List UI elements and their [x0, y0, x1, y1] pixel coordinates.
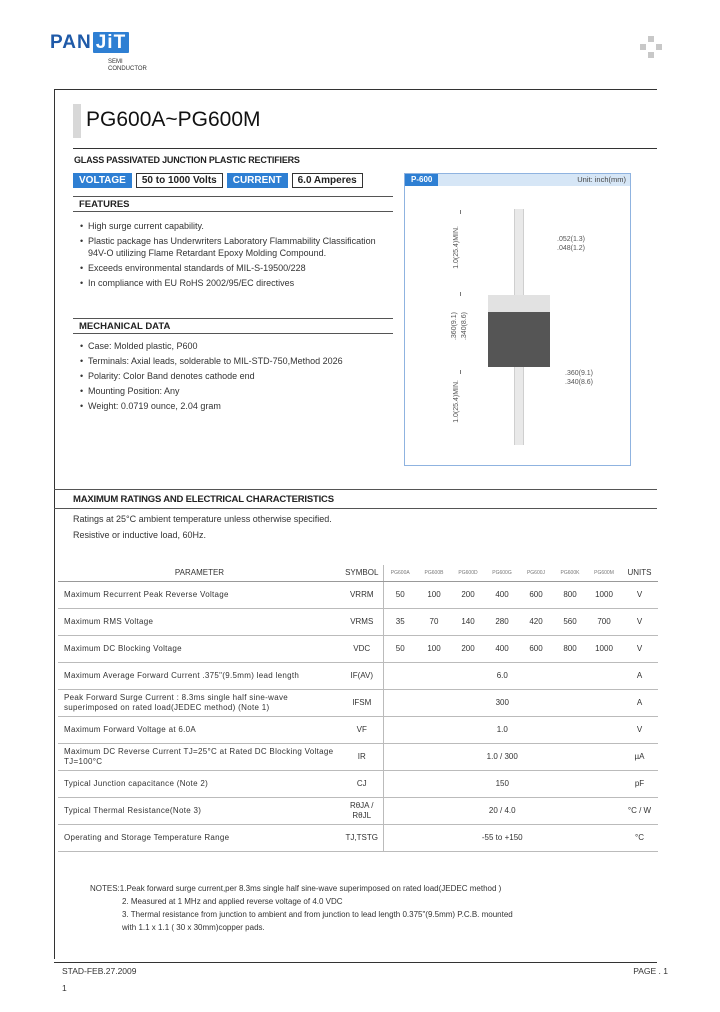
row-value: 100 — [417, 635, 451, 662]
row-value: 1000 — [587, 635, 621, 662]
note-1: NOTES:1.Peak forward surge current,per 8.3ms single half sine-wave superimposed on rated load(JEDEC method ) — [90, 884, 502, 893]
row-parameter: Maximum Recurrent Peak Reverse Voltage — [58, 581, 341, 608]
dim-body-length-min: .340(8.6) — [461, 312, 468, 341]
row-value: 800 — [553, 635, 587, 662]
row-value: 420 — [519, 608, 553, 635]
row-value: 600 — [519, 581, 553, 608]
note-2: 2. Measured at 1 MHz and applied reverse voltage of 4.0 VDC — [122, 897, 343, 906]
row-value: 200 — [451, 635, 485, 662]
header-symbol: SYMBOL — [341, 565, 383, 581]
footer-divider — [54, 962, 657, 963]
table-row — [58, 662, 658, 689]
feature-item: • Exceeds environmental standards of MIL-S-19500/228 — [80, 262, 390, 274]
title-accent — [73, 104, 81, 138]
row-unit: V — [621, 581, 658, 608]
divider — [73, 148, 657, 149]
panjit-logo — [50, 30, 160, 76]
row-value: 800 — [553, 581, 587, 608]
voltage-value: 50 to 1000 Volts — [136, 173, 223, 188]
row-value: 400 — [485, 635, 519, 662]
logo-text-jit: JiT — [93, 32, 129, 53]
spec-row — [73, 173, 363, 188]
table-row — [58, 635, 658, 662]
table-row — [58, 824, 658, 851]
mechanical-item: • Mounting Position: Any — [80, 385, 390, 397]
logo-sub-line1: SEMI — [108, 59, 123, 65]
features-heading: FEATURES — [73, 196, 393, 212]
header-part: PG600M — [587, 565, 621, 581]
row-value: 100 — [417, 581, 451, 608]
table-row — [58, 608, 658, 635]
ratings-table — [58, 565, 658, 852]
table-row — [58, 770, 658, 797]
logo-subtext — [108, 59, 147, 73]
package-label: P-600 — [405, 174, 438, 186]
logo-text-pan: PAN — [50, 32, 92, 53]
header-part: PG600K — [553, 565, 587, 581]
row-unit: V — [621, 608, 658, 635]
row-value: 700 — [587, 608, 621, 635]
mechanical-item: • Case: Molded plastic, P600 — [80, 340, 390, 352]
dim-lead-top: 1.0(25.4)MIN. — [453, 226, 460, 269]
row-parameter: Peak Forward Surge Current : 8.3ms single half sine-wave superimposed on rated load(JEDEC method) (Note 1) — [58, 689, 341, 716]
header-part: PG600D — [451, 565, 485, 581]
row-unit: A — [621, 662, 658, 689]
dim-body-diameter-max: .360(9.1) — [565, 370, 594, 377]
mechanical-item: • Weight: 0.0719 ounce, 2.04 gram — [80, 400, 390, 412]
row-value: 200 — [451, 581, 485, 608]
table-row — [58, 716, 658, 743]
row-unit: °C / W — [621, 797, 658, 824]
header-part: PG600A — [383, 565, 417, 581]
top-lead — [514, 209, 524, 295]
row-unit: °C — [621, 824, 658, 851]
row-parameter: Maximum Forward Voltage at 6.0A — [58, 716, 341, 743]
row-symbol: IF(AV) — [341, 662, 383, 689]
row-parameter: Maximum DC Reverse Current TJ=25°C at Rated DC Blocking Voltage TJ=100°C — [58, 743, 341, 770]
row-symbol: VF — [341, 716, 383, 743]
current-label: CURRENT — [227, 173, 288, 188]
row-symbol: VRRM — [341, 581, 383, 608]
dim-body-length: .360(9.1) — [451, 312, 458, 341]
dim-lead-bottom: 1.0(25.4)MIN. — [453, 380, 460, 423]
row-value: 150 — [383, 770, 621, 797]
ratings-heading: MAXIMUM RATINGS AND ELECTRICAL CHARACTERISTICS — [54, 489, 657, 509]
row-symbol: RθJA / RθJL — [341, 797, 383, 824]
row-parameter: Maximum Average Forward Current .375"(9.5mm) lead length — [58, 662, 341, 689]
feature-item: • High surge current capability. — [80, 220, 390, 232]
ratings-note-2: Resistive or inductive load, 60Hz. — [73, 530, 207, 540]
table-row — [58, 689, 658, 716]
header-part: PG600J — [519, 565, 553, 581]
table-row — [58, 743, 658, 770]
bottom-lead — [514, 367, 524, 445]
row-parameter: Operating and Storage Temperature Range — [58, 824, 341, 851]
feature-item: • Plastic package has Underwriters Laboratory Flammability Classification 94V-O utilizing Flame Retardant Epoxy Molding Compound. — [80, 235, 390, 259]
header-part: PG600G — [485, 565, 519, 581]
row-value: 20 / 4.0 — [383, 797, 621, 824]
row-unit: µA — [621, 743, 658, 770]
diode-body — [488, 295, 550, 312]
unit-label: Unit: inch(mm) — [577, 175, 626, 184]
row-value: 35 — [383, 608, 417, 635]
row-value: 400 — [485, 581, 519, 608]
notes — [90, 882, 590, 934]
feature-item: • In compliance with EU RoHS 2002/95/EC directives — [80, 277, 390, 289]
cathode-band — [488, 312, 550, 367]
row-unit: A — [621, 689, 658, 716]
row-value: 1.0 — [383, 716, 621, 743]
footer-page-number: 1 — [62, 983, 67, 993]
row-parameter: Typical Junction capacitance (Note 2) — [58, 770, 341, 797]
row-unit: V — [621, 716, 658, 743]
mechanical-list — [80, 340, 390, 415]
dim-body-diameter-min: .340(8.6) — [565, 379, 594, 386]
row-symbol: CJ — [341, 770, 383, 797]
row-parameter: Maximum DC Blocking Voltage — [58, 635, 341, 662]
mechanical-item: • Polarity: Color Band denotes cathode end — [80, 370, 390, 382]
row-parameter: Typical Thermal Resistance(Note 3) — [58, 797, 341, 824]
table-row — [58, 797, 658, 824]
header-units: UNITS — [621, 565, 658, 581]
voltage-label: VOLTAGE — [73, 173, 132, 188]
row-value: 1000 — [587, 581, 621, 608]
dim-lead-diameter-max: .052(1.3) — [557, 236, 586, 243]
row-value: 6.0 — [383, 662, 621, 689]
diagram-header — [405, 174, 630, 186]
row-value: -55 to +150 — [383, 824, 621, 851]
row-value: 600 — [519, 635, 553, 662]
dim-tick — [460, 370, 461, 374]
corner-decoration-icon — [640, 36, 662, 58]
page-title: PG600A~PG600M — [86, 108, 261, 131]
row-value: 50 — [383, 581, 417, 608]
features-list — [80, 220, 390, 292]
logo-sub-line2: CONDUCTOR — [108, 66, 147, 72]
row-value: 300 — [383, 689, 621, 716]
row-value: 70 — [417, 608, 451, 635]
row-parameter: Maximum RMS Voltage — [58, 608, 341, 635]
header-part: PG600B — [417, 565, 451, 581]
current-value: 6.0 Amperes — [292, 173, 363, 188]
note-3: 3. Thermal resistance from junction to ambient and from junction to lead length 0.375"(9.5mm) P.C.B. mounted — [122, 910, 513, 919]
row-symbol: IR — [341, 743, 383, 770]
row-symbol: IFSM — [341, 689, 383, 716]
row-symbol: VDC — [341, 635, 383, 662]
product-subtitle: GLASS PASSIVATED JUNCTION PLASTIC RECTIFIERS — [74, 155, 300, 165]
ratings-note-1: Ratings at 25°C ambient temperature unless otherwise specified. — [73, 514, 332, 524]
logo-wordmark — [50, 32, 129, 54]
table-row — [58, 581, 658, 608]
row-value: 1.0 / 300 — [383, 743, 621, 770]
footer-date: STAD-FEB.27.2009 — [62, 966, 137, 976]
row-value: 280 — [485, 608, 519, 635]
row-symbol: TJ,TSTG — [341, 824, 383, 851]
row-symbol: VRMS — [341, 608, 383, 635]
mechanical-heading: MECHANICAL DATA — [73, 318, 393, 334]
footer-page-label: PAGE . 1 — [633, 966, 668, 976]
row-unit: pF — [621, 770, 658, 797]
header-parameter: PARAMETER — [58, 565, 341, 581]
row-value: 140 — [451, 608, 485, 635]
dim-tick — [460, 210, 461, 214]
table-header-row — [58, 565, 658, 581]
row-value: 50 — [383, 635, 417, 662]
mechanical-item: • Terminals: Axial leads, solderable to MIL-STD-750,Method 2026 — [80, 355, 390, 367]
row-unit: V — [621, 635, 658, 662]
row-value: 560 — [553, 608, 587, 635]
note-3-continued: with 1.1 x 1.1 ( 30 x 30mm)copper pads. — [122, 923, 265, 932]
dim-tick — [460, 292, 461, 296]
package-diagram — [404, 173, 631, 466]
dim-lead-diameter-min: .048(1.2) — [557, 245, 586, 252]
